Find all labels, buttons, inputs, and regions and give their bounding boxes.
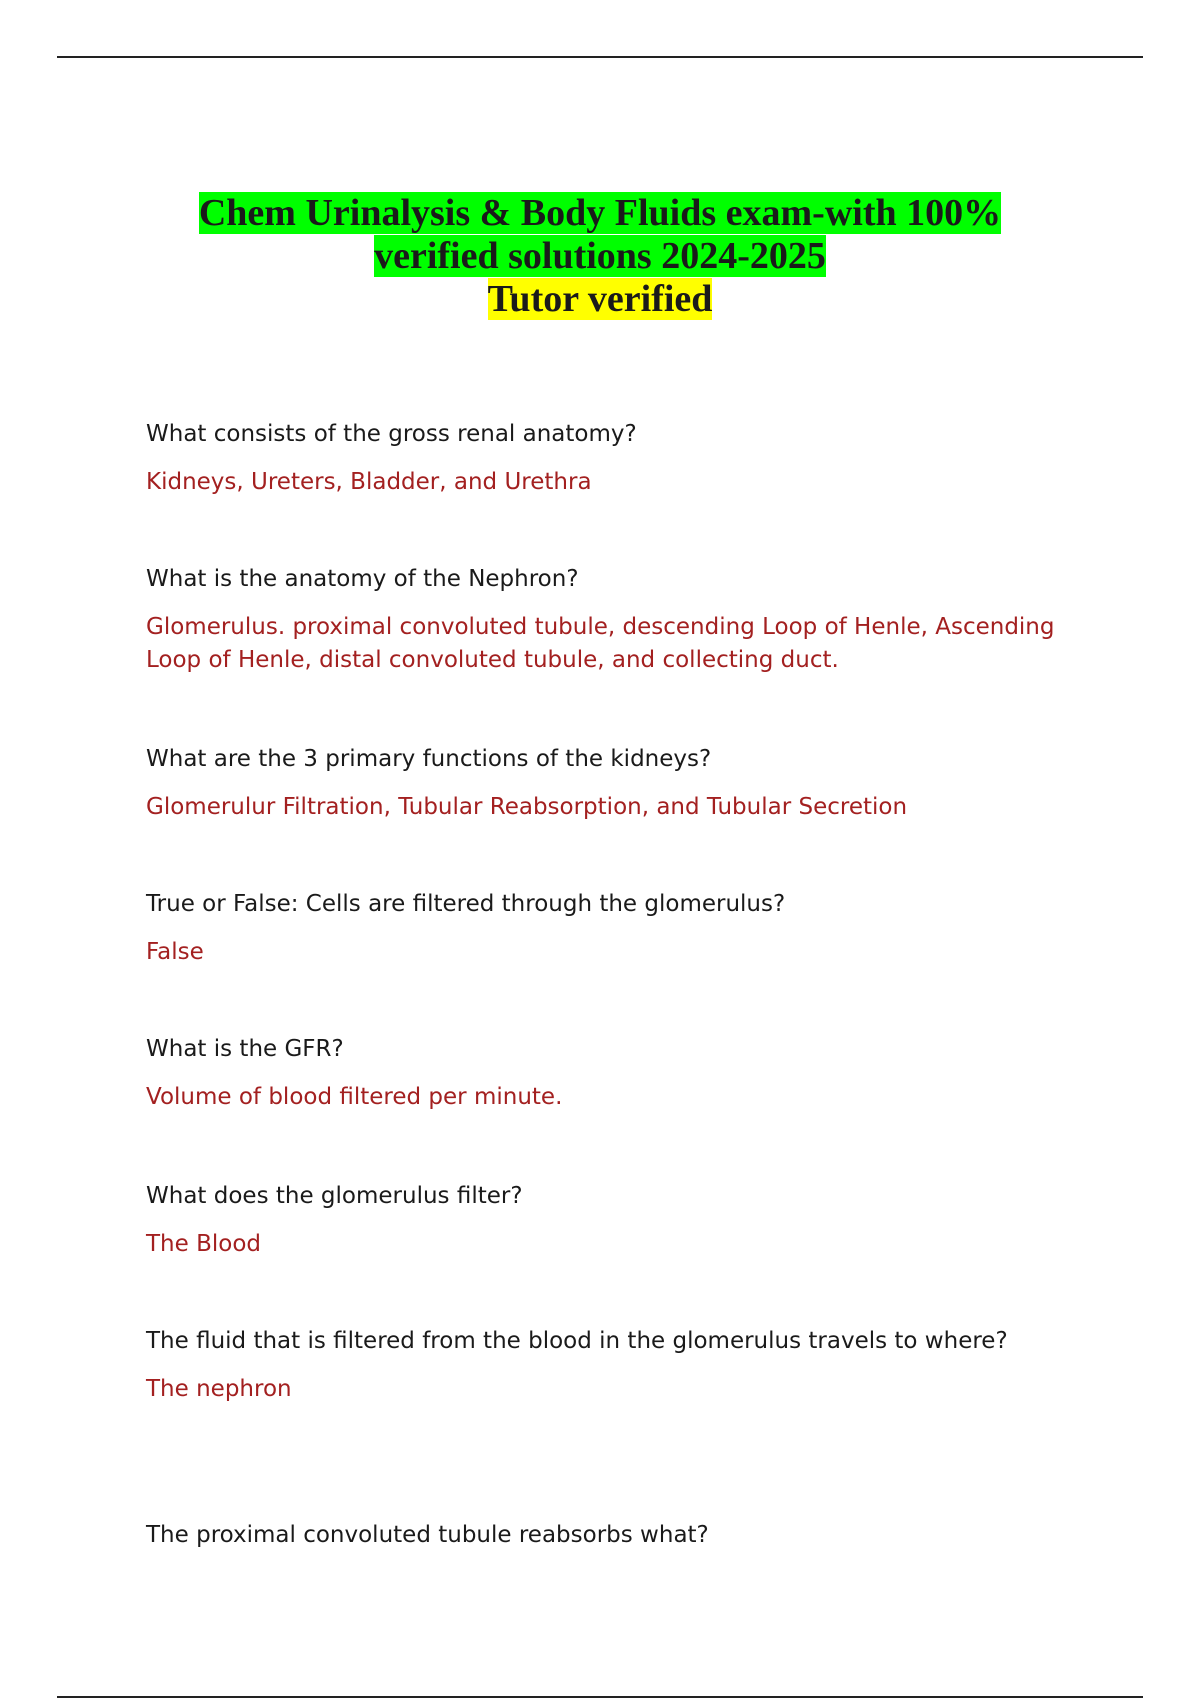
question: What does the glomerulus filter?: [146, 1183, 523, 1209]
question: What is the anatomy of the Nephron?: [146, 566, 579, 592]
answer: Glomerulus. proximal convoluted tubule, descending Loop of Henle, Ascending Loop of Henle, distal convoluted tubule, and collecting duct.: [146, 614, 1055, 673]
answer: The nephron: [146, 1376, 292, 1402]
answer: Kidneys, Ureters, Bladder, and Urethra: [146, 469, 592, 495]
question: What is the GFR?: [146, 1036, 344, 1062]
qa-item: [146, 888, 1086, 969]
answer: False: [146, 939, 204, 965]
question: The fluid that is filtered from the blood in the glomerulus travels to where?: [146, 1328, 1008, 1354]
qa-item: [146, 1325, 1086, 1406]
document-title: [0, 192, 1200, 321]
tutor-verified-label: Tutor verified: [487, 278, 713, 320]
question: The proximal convoluted tubule reabsorbs what?: [146, 1522, 709, 1548]
qa-item: [146, 1519, 1086, 1552]
title-line-2: verified solutions 2024-2025: [374, 235, 826, 277]
title-line-1: Chem Urinalysis & Body Fluids exam-with 100%: [198, 192, 1002, 234]
question: What are the 3 primary functions of the kidneys?: [146, 746, 712, 772]
answer: Glomerulur Filtration, Tubular Reabsorption, and Tubular Secretion: [146, 794, 908, 820]
question: What consists of the gross renal anatomy?: [146, 421, 637, 447]
bottom-rule: [57, 1696, 1143, 1698]
qa-item: [146, 418, 1086, 499]
qa-item: [146, 1033, 1086, 1114]
qa-item: [146, 563, 1086, 677]
answer: Volume of blood filtered per minute.: [146, 1084, 563, 1110]
qa-item: [146, 743, 1086, 824]
question: True or False: Cells are filtered through the glomerulus?: [146, 891, 786, 917]
answer: The Blood: [146, 1231, 261, 1257]
top-rule: [57, 56, 1143, 58]
qa-item: [146, 1180, 1086, 1261]
